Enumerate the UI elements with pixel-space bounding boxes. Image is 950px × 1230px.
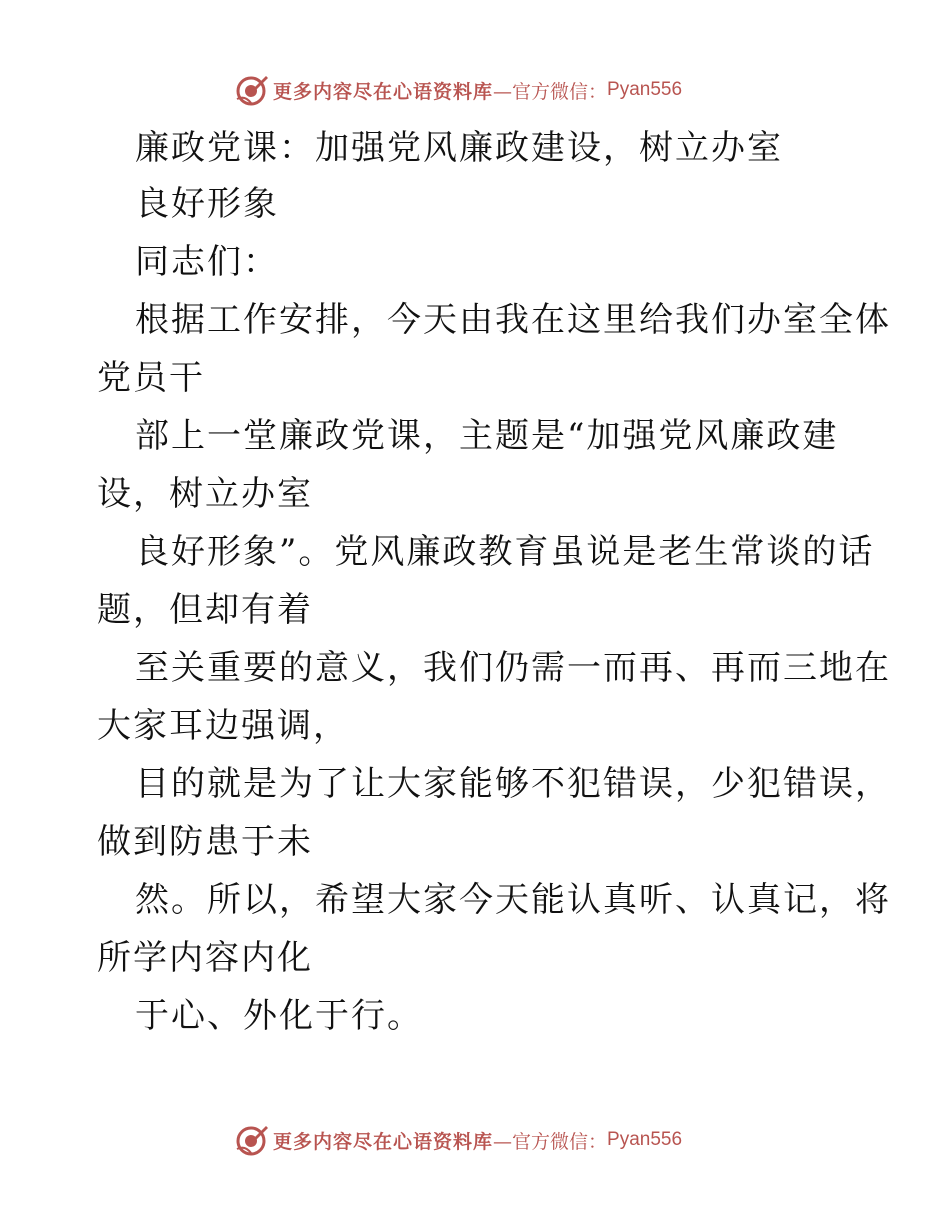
paragraph-line: 根据工作安排，今天由我在这里给我们办室全体 — [135, 300, 891, 340]
paragraph-line: 设，树立办室 — [97, 474, 313, 514]
paragraph-line: 于心、外化于行。 — [135, 996, 423, 1036]
banner-main-text: 更多内容尽在心语资料库 — [273, 1130, 494, 1153]
paragraph-line: 做到防患于未 — [97, 822, 313, 862]
pen-logo-icon — [235, 73, 269, 107]
doc-title-line-1: 廉政党课：加强党风廉政建设，树立办室 — [135, 128, 783, 168]
banner-separator: —官方微信： — [493, 1130, 608, 1153]
pen-logo-icon — [235, 1123, 269, 1157]
footer-banner — [235, 1122, 682, 1158]
paragraph-line: 良好形象”。党风廉政教育虽说是老生常谈的话 — [135, 532, 875, 572]
paragraph-line: 目的就是为了让大家能够不犯错误，少犯错误， — [135, 764, 891, 804]
paragraph-line: 大家耳边强调， — [97, 706, 349, 746]
banner-main-text: 更多内容尽在心语资料库 — [273, 80, 494, 103]
header-banner — [235, 72, 682, 108]
paragraph-line: 然。所以，希望大家今天能认真听、认真记，将 — [135, 880, 891, 920]
doc-title-line-2: 良好形象 — [135, 184, 279, 224]
paragraph-line: 至关重要的意义，我们仍需一而再、再而三地在 — [135, 648, 891, 688]
banner-wechat-id: Pyan556 — [607, 79, 683, 100]
paragraph-line: 部上一堂廉政党课，主题是“加强党风廉政建 — [135, 416, 839, 456]
paragraph-line: 党员干 — [97, 358, 205, 398]
paragraph-line: 所学内容内化 — [97, 938, 313, 978]
salutation: 同志们： — [135, 242, 279, 282]
paragraph-line: 题，但却有着 — [97, 590, 313, 630]
banner-wechat-id: Pyan556 — [607, 1129, 683, 1150]
banner-separator: —官方微信： — [493, 80, 608, 103]
